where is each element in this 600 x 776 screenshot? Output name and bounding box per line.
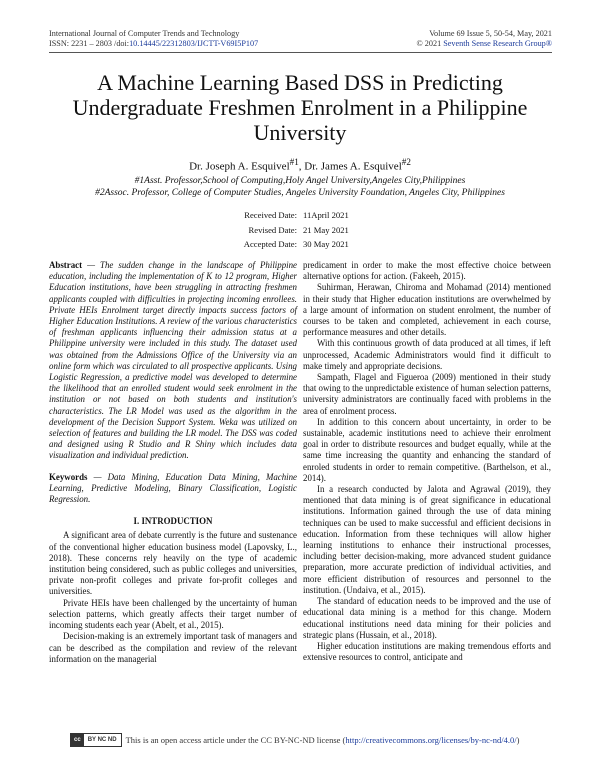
publisher-link[interactable]: Seventh Sense Research Group® <box>443 39 552 48</box>
paragraph: Sampath, Flagel and Figueroa (2009) mentioned in their study that owing to the unpredictable existence of human selection patterns, university administrators are continually faced with problems in the area of enrolment process. <box>303 372 551 416</box>
license-footer <box>70 733 550 747</box>
paragraph: Suhirman, Herawan, Chiroma and Mohamad (2014) mentioned in their study that Higher education institutions are overwhelmed by a large amount of information on student enrolment, the number of courses to be taken and completed, achievement in each course, performance measures and other details. <box>303 282 551 338</box>
author-1: Dr. Joseph A. Esquivel <box>189 160 290 173</box>
date-value: 11April 2021 <box>303 210 349 220</box>
license-text: This is an open access article under the CC BY-NC-ND license ( <box>125 735 346 745</box>
author-separator: , <box>298 160 305 173</box>
authors-line <box>0 155 600 174</box>
paragraph: In addition to this concern about uncertainty, in order to be sustainable, academic institutions need to achieve their enrolment goal in order to distribute resources and budget equally, while at the same time increasing the quantity and enhancing the standard of enroled students in order to remain competitive. (Barthelson, et al., 2014). <box>303 416 551 483</box>
date-accepted <box>0 237 600 252</box>
paragraph: Private HEIs have been challenged by the uncertainty of human selection patterns, which greatly affects their target number of incoming students each year (Abelt, et al., 2015). <box>49 597 297 631</box>
copyright-line <box>417 39 552 49</box>
paragraph: Decision-making is an extremely important task of managers and can be described as the compilation and review of the relevant information on the managerial <box>49 631 297 664</box>
right-column <box>303 260 551 663</box>
date-revised <box>0 223 600 238</box>
paragraph: predicament in order to make the most effective choice between alternative options for action. (Fakeeh, 2015). <box>303 260 551 282</box>
cc-license-icon <box>70 733 122 747</box>
keywords-text: — Data Mining, Education Data Mining, Machine Learning, Predictive Modeling, Binary Classification, Logistic Regression. <box>49 471 297 505</box>
issn-doi <box>49 39 258 49</box>
paragraph: The standard of education needs to be improved and the use of educational data mining is a method for this change. Modern educational institutions need data mining for their policies and strategic plans (Hussain, et al., 2018). <box>303 596 551 640</box>
cc-badge-right: BY NC ND <box>87 737 117 743</box>
paragraph: With this continuous growth of data produced at all times, if left unprocessed, Academic Administrators would find it difficult to make timely and appropriate decisions. <box>303 338 551 371</box>
copyright-prefix: © 2021 <box>416 39 444 48</box>
date-label: Accepted Date: <box>243 239 297 249</box>
keywords-label: Keywords <box>49 471 88 482</box>
issn-label: ISSN: 2231 – 2803 /doi: <box>49 39 130 48</box>
doi-link[interactable]: 10.14445/22312803/IJCTT-V69I5P107 <box>129 39 259 48</box>
author-1-sup: #1 <box>289 157 299 167</box>
affiliation-2: #2Assoc. Professor, College of Computer Studies, Angeles University Foundation, Angeles City, Philippines <box>95 188 505 198</box>
paper-title: A Machine Learning Based DSS in Predicting Undergraduate Freshmen Enrolment in a Philippine University <box>72 70 528 145</box>
date-value: 21 May 2021 <box>303 224 349 235</box>
keywords <box>49 472 297 506</box>
paragraph: Higher education institutions are making tremendous efforts and extensive resources to control, anticipate and <box>303 640 551 663</box>
paragraph: A significant area of debate currently is the future and sustenance of the conventional higher education business model (Lapovsky, L., 2018). These concerns rely heavily on the type of academic institution being considered, such as public colleges and universities, private non-profit colleges and private for-profit colleges and universities. <box>49 530 297 597</box>
date-label: Revised Date: <box>248 224 297 235</box>
abstract <box>49 260 297 462</box>
cc-badge-left: cc <box>71 734 84 746</box>
left-column <box>49 260 297 665</box>
journal-name: International Journal of Computer Trends and Technology <box>49 29 240 38</box>
author-2-sup: #2 <box>401 157 411 167</box>
date-label: Received Date: <box>244 210 297 220</box>
dates-block <box>0 208 600 252</box>
license-text-end: ) <box>516 735 520 745</box>
header-rule <box>49 52 552 53</box>
paragraph: In a research conducted by Jalota and Agrawal (2019), they mentioned that data mining is of great significance in educational institutions. Information gained through the use of data mining techniques can be used to make successful and efficient decisions in education. Information from these techniques will allow higher learning institutions to enhance their instructional processes, including better decision-making, more advanced student guidance preparation, more accurate prediction of individual activities, and more efficient distribution of resources and personnel to the institution. (Undaiva, et al., 2015). <box>303 484 551 595</box>
section-heading: I. INTRODUCTION <box>133 516 213 527</box>
running-header-right <box>417 29 552 49</box>
affiliation-1: #1Asst. Professor,School of Computing,Holy Angel University,Angeles City,Philippines <box>134 176 466 186</box>
date-received <box>0 208 600 223</box>
license-link[interactable]: http://creativecommons.org/licenses/by-nc-nd/4.0/ <box>345 735 517 745</box>
date-value: 30 May 2021 <box>303 239 349 249</box>
running-header-left <box>49 29 258 49</box>
abstract-label: Abstract <box>49 260 83 270</box>
abstract-text: — The sudden change in the landscape of Philippine education, including the implementation of K to 12 program, Higher Education institutions, have been struggling in attracting freshmen applicants coupled with difficulties in projecting incoming enrollees. Private HEIs Enrolment target directly impacts success factors of Higher Education Institutions. A review of the various characteristics of freshman applicants influencing their admission status at a Philippine university were included in this study. The dataset used was obtained from the Admissions Office of the University via an online form which was circulated to all prospective applicants. Using Logistic Regression, a predictive model was developed to determine the likelihood that an enrolled student would seek enrolment in the institution or not based on both students and institution's characteristics. The LR Model was used as the algorithm in the development of the Decision Support System. Weka was utilized on selection of features and building the LR model. The DSS was coded and designed using R Studio and R Shiny which includes data visualization and individual prediction. <box>49 260 297 461</box>
volume-issue: Volume 69 Issue 5, 50-54, May, 2021 <box>429 29 552 38</box>
author-2: Dr. James A. Esquivel <box>304 160 402 173</box>
